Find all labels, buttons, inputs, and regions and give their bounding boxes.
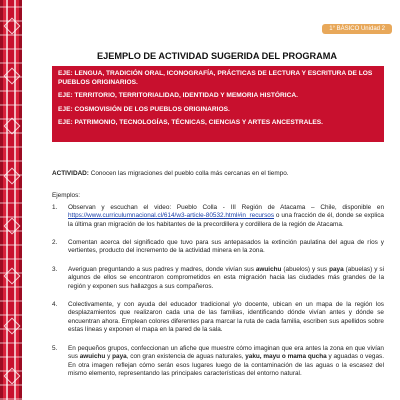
grade-unit-badge: 1° BÁSICO Unidad 2 [322,24,392,34]
keyword: awuichu [255,265,282,273]
video-link[interactable]: https://www.curriculumnacional.cl/614/w3-article-80532.html#in_recursos [68,212,275,220]
example-number: 1. [52,203,58,211]
example-text: y aguadas o vegas. En otra imagen reflejan cómo serán esos lugares luego de la contaminación de las aguas o la escasez del mismo elemento, representando las principales características del entorno natural. [68,353,384,377]
example-item [52,204,384,229]
example-number: 2. [52,239,58,247]
example-text: , con gran existencia de aguas naturales, [126,353,246,361]
example-text: y [105,353,113,361]
example-item [52,301,384,335]
diamond-ornament-icon [4,218,21,235]
example-text: En pequeños grupos, confeccionan un afiche que muestre cómo imaginan que era antes la zona en que vivían sus [68,344,384,361]
example-number: 5. [52,344,58,352]
example-number: 4. [52,301,58,309]
keyword: paya [112,353,127,361]
activity-text: Conocen las migraciones del pueblo colla más cercanas en el tiempo. [88,170,289,177]
activity-statement [52,170,384,178]
activity-content [52,170,384,388]
keyword: yaku, mayu o mama qucha [245,353,327,361]
example-text: Colectivamente, y con ayuda del educador tradicional y/o docente, ubican en un mapa de la región los desplazamientos que realizaron cada una de las familias, identificando dónde vivían antes y dónde se encuentran ahora. Emplean colores diferentes para marcar la ruta de cada familia, escriben sus apellidos sobre estas líneas y exponen el mapa en la pared de la sala. [68,301,384,334]
example-text: (abuelos) y sus [281,265,330,273]
decorative-woven-border [0,0,22,400]
diamond-ornament-icon [4,268,21,285]
example-item [52,266,384,291]
activity-label: ACTIVIDAD: [52,170,89,177]
example-item [52,345,384,379]
axes-box [52,66,384,142]
example-text: Observan y escuchan el video: Pueblo Colla - III Región de Atacama – Chile, disponible en [68,203,384,211]
axis-item: EJE: TERRITORIO, TERRITORIALIDAD, IDENTIDAD Y MEMORIA HISTÓRICA. [58,92,298,100]
diamond-ornament-icon [4,318,21,335]
example-text: Comentan acerca del significado que tuvo para sus antepasados la extinción paulatina del agua de ríos y vertientes, producto del incremento de la actividad minera en la zona. [68,239,384,255]
diamond-ornament-icon [4,118,21,135]
diamond-ornament-icon [4,68,21,85]
keyword: awuichu [79,353,106,361]
diamond-ornament-icon [4,18,21,35]
example-text: (abuelas) y si algunos de ellos se encontraron comprometidos en esta migración hacia las ciudades más grandes de la región y exponen sus hallazgos a sus compañeros. [68,265,384,290]
axis-item: EJE: LENGUA, TRADICIÓN ORAL, ICONOGRAFÍA, PRÁCTICAS DE LECTURA Y ESCRITURA DE LOS PUEBLOS ORIGINARIOS. [58,70,373,86]
example-text: o una fracción de él, donde se explica la última gran migración de los habitantes de la precordillera y cordillera de la región de Atacama. [68,212,384,228]
example-text: Averiguan preguntando a sus padres y madres, donde vivían sus [68,265,256,273]
examples-heading: Ejemplos: [52,192,81,200]
axis-item: EJE: PATRIMONIO, TECNOLOGÍAS, TÉCNICAS, CIENCIAS Y ARTES ANCESTRALES. [58,119,323,127]
page-title: EJEMPLO DE ACTIVIDAD SUGERIDA DEL PROGRAMA [96,51,338,61]
keyword: paya [329,265,344,273]
diamond-ornament-icon [4,368,21,385]
example-item [52,239,384,256]
diamond-ornament-icon [4,168,21,185]
example-number: 3. [52,265,58,273]
axis-item: EJE: COSMOVISIÓN DE LOS PUEBLOS ORIGINARIOS. [58,105,230,113]
